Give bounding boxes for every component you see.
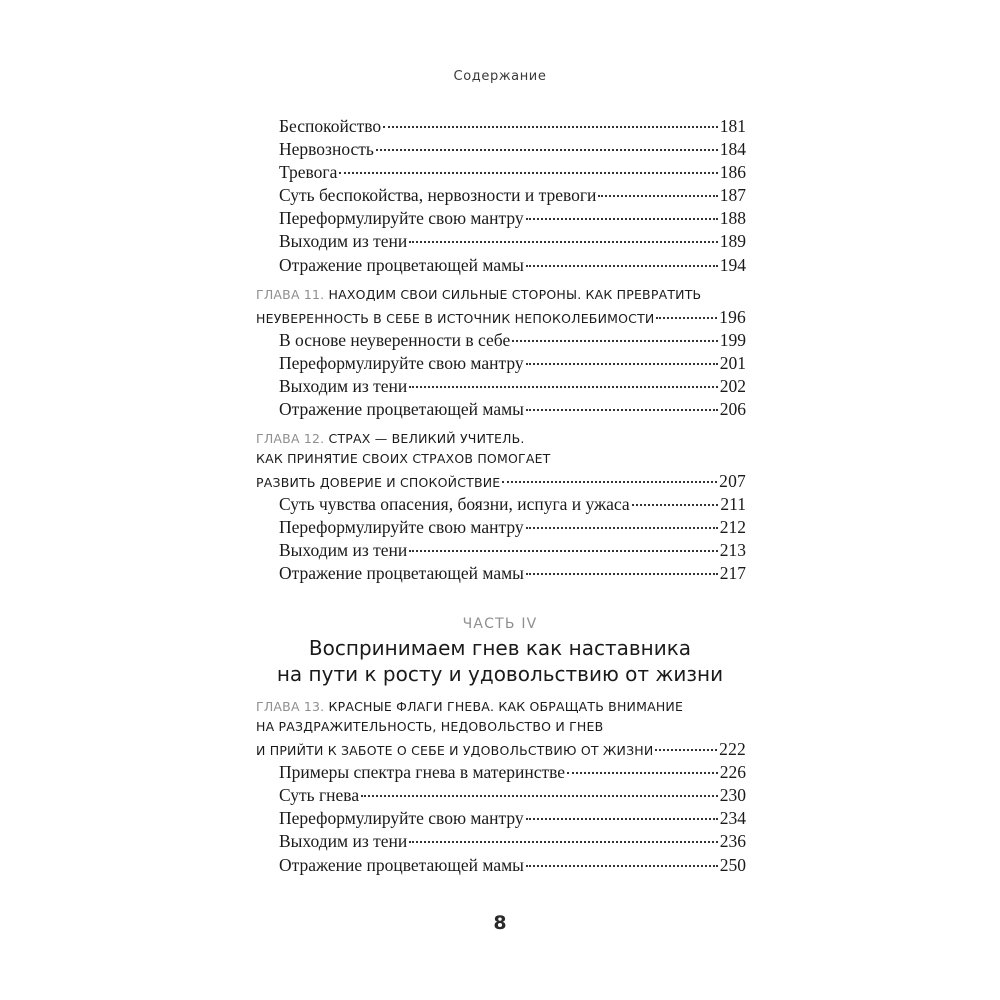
toc-entry[interactable] [279, 231, 746, 255]
dot-leader [526, 409, 718, 411]
toc-entry-title: Суть беспокойства, нервозности и тревоги [279, 185, 597, 205]
chapter-13-heading-line3[interactable] [256, 739, 746, 763]
toc-entry-page: 213 [719, 540, 746, 560]
toc-entry-page: 194 [719, 255, 746, 275]
chapter-title: НАХОДИМ СВОИ СИЛЬНЫЕ СТОРОНЫ. КАК ПРЕВРАТИТЬ [328, 287, 702, 302]
toc-entry[interactable] [279, 563, 746, 587]
toc-entry-title: Суть гнева [279, 785, 360, 805]
toc-entry-title: Переформулируйте свою мантру [279, 353, 524, 373]
toc-entry-title: В основе неуверенности в себе [279, 330, 511, 350]
chapter-11-heading-line2[interactable] [256, 307, 746, 331]
toc-entry-page: 250 [719, 855, 746, 875]
toc-entry[interactable] [279, 517, 746, 541]
dot-leader [526, 265, 718, 267]
toc-entry[interactable] [279, 116, 746, 140]
toc-entry-page: 226 [719, 762, 746, 782]
dot-leader [526, 218, 718, 220]
toc-entry-title: Суть чувства опасения, боязни, испуга и ужаса [279, 494, 630, 514]
part-label: ЧАСТЬ IV [462, 616, 538, 632]
chapter-title: КАК ПРИНЯТИЕ СВОИХ СТРАХОВ ПОМОГАЕТ [256, 451, 551, 466]
toc-entry[interactable] [279, 831, 746, 855]
toc-entry-page: 236 [719, 831, 746, 851]
part-title-line2: на пути к росту и удовольствию от жизни [276, 662, 724, 686]
toc-entry-page: 211 [720, 494, 746, 514]
toc-entry-page: 189 [719, 231, 746, 251]
chapter-title: КРАСНЫЕ ФЛАГИ ГНЕВА. КАК ОБРАЩАТЬ ВНИМАНИЕ [328, 699, 684, 714]
toc-entry[interactable] [279, 399, 746, 423]
toc-entry-page: 230 [719, 785, 746, 805]
toc-entry-title: Примеры спектра гнева в материнстве [279, 762, 566, 782]
toc-entry[interactable] [279, 208, 746, 232]
toc-entry-title: Переформулируйте свою мантру [279, 208, 524, 228]
toc-entry-title: Переформулируйте свою мантру [279, 517, 524, 537]
toc-entry-title: Беспокойство [279, 116, 382, 136]
chapter-title: НЕУВЕРЕННОСТЬ В СЕБЕ В ИСТОЧНИК НЕПОКОЛЕБИМОСТИ [256, 311, 655, 326]
dot-leader [526, 363, 718, 365]
toc-entry-page: 201 [719, 353, 746, 373]
toc-entry-title: Тревога [279, 162, 338, 182]
toc-entry-title: Выходим из тени [279, 376, 408, 396]
toc-entry-page: 181 [719, 116, 746, 136]
chapter-12-heading-line3[interactable] [256, 471, 746, 495]
chapter-label: ГЛАВА 13. [256, 699, 325, 714]
toc-entry-title: Отражение процветающей мамы [279, 855, 524, 875]
toc-entry-title: Отражение процветающей мамы [279, 563, 524, 583]
toc-entry-title: Переформулируйте свою мантру [279, 808, 524, 828]
toc-entry[interactable] [279, 540, 746, 564]
toc-entry[interactable] [279, 808, 746, 832]
toc-entry[interactable] [279, 353, 746, 377]
toc-entry[interactable] [279, 376, 746, 400]
chapter-page: 196 [719, 307, 746, 327]
dot-leader [567, 772, 718, 774]
toc-entry-page: 187 [719, 185, 746, 205]
toc-entry[interactable] [279, 494, 746, 518]
toc-entry[interactable] [279, 762, 746, 786]
dot-leader [526, 573, 718, 575]
toc-entry-page: 186 [719, 162, 746, 182]
chapter-title: НА РАЗДРАЖИТЕЛЬНОСТЬ, НЕДОВОЛЬСТВО И ГНЕВ [256, 719, 604, 734]
toc-entry-page: 199 [719, 330, 746, 350]
toc-entry-title: Нервозность [279, 139, 374, 159]
dot-leader [409, 386, 717, 388]
chapter-title: СТРАХ — ВЕЛИКИЙ УЧИТЕЛЬ. [328, 431, 525, 446]
dot-leader [409, 550, 717, 552]
chapter-label: ГЛАВА 11. [256, 287, 325, 302]
chapter-title: И ПРИЙТИ К ЗАБОТЕ О СЕБЕ И УДОВОЛЬСТВИЮ ОТ ЖИЗНИ [256, 743, 654, 758]
toc-entry-page: 202 [719, 376, 746, 396]
dot-leader [526, 527, 718, 529]
toc-entry[interactable] [279, 139, 746, 163]
toc-entry-title: Выходим из тени [279, 831, 408, 851]
toc-entry[interactable] [279, 785, 746, 809]
toc-entry-title: Выходим из тени [279, 231, 408, 251]
toc-entry-title: Отражение процветающей мамы [279, 255, 524, 275]
toc-entry-page: 184 [719, 139, 746, 159]
running-head: Содержание [453, 69, 547, 84]
toc-entry[interactable] [279, 855, 746, 879]
toc-entry-page: 188 [719, 208, 746, 228]
toc-entry[interactable] [279, 255, 746, 279]
dot-leader [361, 795, 718, 797]
toc-entry-page: 217 [719, 563, 746, 583]
toc-entry-title: Отражение процветающей мамы [279, 399, 524, 419]
toc-entry[interactable] [279, 330, 746, 354]
dot-leader [339, 172, 717, 174]
dot-leader [526, 818, 718, 820]
dot-leader [632, 504, 719, 506]
dot-leader [502, 481, 717, 483]
toc-entry[interactable] [279, 185, 746, 209]
toc-entry-page: 234 [719, 808, 746, 828]
dot-leader [656, 317, 717, 319]
dot-leader [383, 126, 718, 128]
chapter-page: 207 [719, 471, 746, 491]
dot-leader [655, 749, 717, 751]
part-title-line1: Воспринимаем гнев как наставника [308, 636, 692, 660]
dot-leader [376, 149, 718, 151]
toc-entry-title: Выходим из тени [279, 540, 408, 560]
chapter-page: 222 [719, 739, 746, 759]
chapter-label: ГЛАВА 12. [256, 431, 325, 446]
dot-leader [409, 241, 717, 243]
page-number: 8 [493, 912, 507, 934]
toc-entry-page: 206 [719, 399, 746, 419]
dot-leader [512, 340, 718, 342]
dot-leader [409, 841, 717, 843]
dot-leader [598, 195, 717, 197]
toc-entry-page: 212 [719, 517, 746, 537]
chapter-title: РАЗВИТЬ ДОВЕРИЕ И СПОКОЙСТВИЕ [256, 475, 501, 490]
toc-entry[interactable] [279, 162, 746, 186]
dot-leader [526, 865, 718, 867]
